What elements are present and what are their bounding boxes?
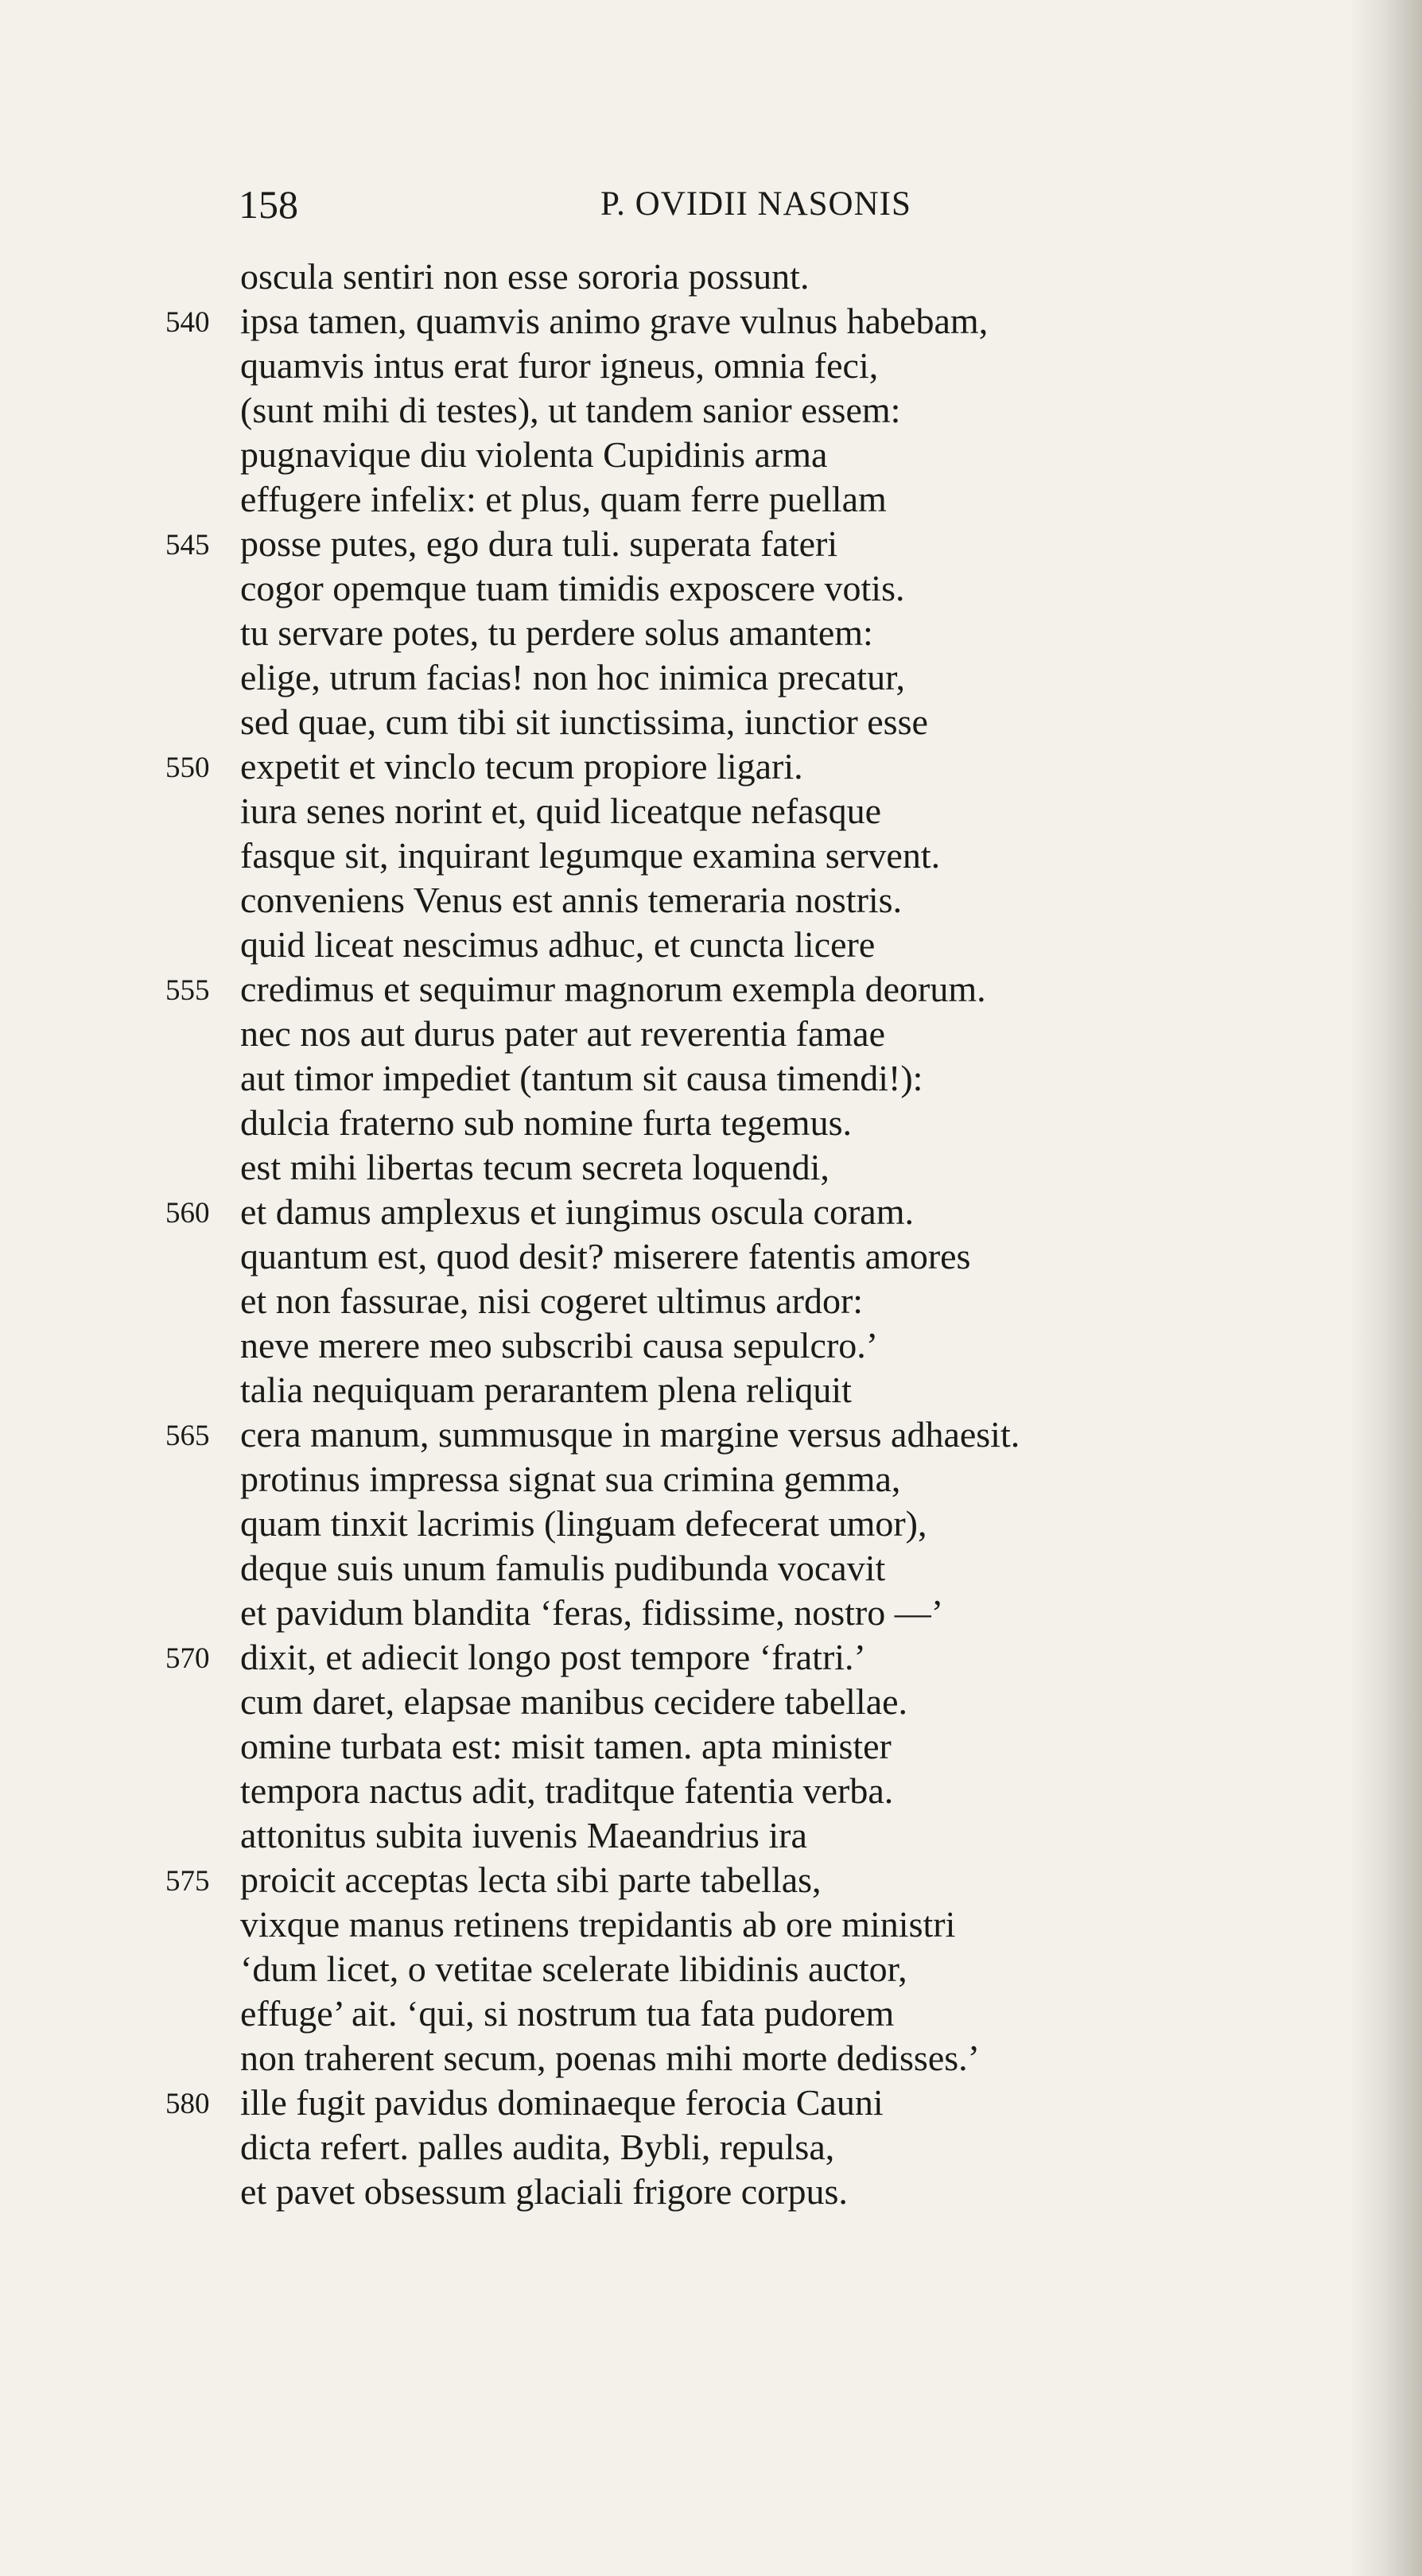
verse-line — [0, 566, 1352, 611]
line-text: quantum est, quod desit? miserere fatentis amores — [240, 1236, 971, 1276]
verse-line — [0, 1190, 1352, 1234]
line-text: oscula sentiri non esse sororia possunt. — [240, 256, 810, 297]
line-text: tempora nactus adit, traditque fatentia verba. — [240, 1770, 894, 1811]
line-text: elige, utrum facias! non hoc inimica precatur, — [240, 657, 906, 697]
verse-line — [0, 1680, 1352, 1724]
verse-line — [0, 522, 1352, 566]
verse-line — [0, 700, 1352, 744]
line-text: ille fugit pavidus dominaeque ferocia Cauni — [240, 2082, 884, 2123]
verse-line — [0, 433, 1352, 477]
running-title: P. OVIDII NASONIS — [600, 185, 911, 223]
verse-block — [0, 254, 1352, 2214]
verse-line — [0, 1813, 1352, 1858]
line-number: 545 — [165, 529, 210, 561]
verse-line — [0, 1902, 1352, 1947]
verse-line — [0, 1502, 1352, 1546]
line-text: credimus et sequimur magnorum exempla deorum. — [240, 969, 986, 1009]
line-text: tu servare potes, tu perdere solus amantem: — [240, 612, 873, 653]
line-text: est mihi libertas tecum secreta loquendi, — [240, 1147, 830, 1187]
verse-line — [0, 1858, 1352, 1902]
verse-line — [0, 254, 1352, 299]
line-text: cera manum, summusque in margine versus adhaesit. — [240, 1414, 1020, 1455]
line-text: cum daret, elapsae manibus cecidere tabellae. — [240, 1681, 908, 1722]
verse-line — [0, 1591, 1352, 1635]
page-number: 158 — [239, 182, 298, 227]
line-text: conveniens Venus est annis temeraria nostris. — [240, 880, 903, 920]
line-text: et pavet obsessum glaciali frigore corpus. — [240, 2171, 848, 2212]
page-header — [0, 177, 1422, 232]
line-text: quam tinxit lacrimis (linguam defecerat umor), — [240, 1503, 927, 1544]
line-text: quid liceat nescimus adhuc, et cuncta licere — [240, 924, 876, 965]
line-text: vixque manus retinens trepidantis ab ore ministri — [240, 1904, 956, 1945]
verse-line — [0, 344, 1352, 388]
verse-line — [0, 878, 1352, 923]
line-text: ‘dum licet, o vetitae scelerate libidinis auctor, — [240, 1949, 907, 1989]
line-text: talia nequiquam perarantem plena reliquit — [240, 1370, 852, 1410]
verse-line — [0, 923, 1352, 967]
verse-line — [0, 1546, 1352, 1591]
line-text: iura senes norint et, quid liceatque nefasque — [240, 791, 881, 831]
line-text: omine turbata est: misit tamen. apta minister — [240, 1726, 892, 1766]
line-text: posse putes, ego dura tuli. superata fateri — [240, 523, 838, 564]
line-text: effugere infelix: et plus, quam ferre puellam — [240, 479, 887, 519]
line-text: ipsa tamen, quamvis animo grave vulnus habebam, — [240, 301, 989, 341]
verse-line — [0, 1991, 1352, 2036]
line-text: cogor opemque tuam timidis exposcere votis. — [240, 568, 905, 608]
line-text: et damus amplexus et iungimus oscula coram. — [240, 1191, 914, 1232]
verse-line — [0, 1769, 1352, 1813]
line-text: nec nos aut durus pater aut reverentia famae — [240, 1013, 885, 1054]
line-text: fasque sit, inquirant legumque examina servent. — [240, 835, 941, 876]
line-text: attonitus subita iuvenis Maeandrius ira — [240, 1815, 807, 1855]
verse-line — [0, 744, 1352, 789]
verse-line — [0, 789, 1352, 833]
line-text: sed quae, cum tibi sit iunctissima, iunctior esse — [240, 701, 928, 742]
line-number: 565 — [165, 1420, 210, 1452]
verse-line — [0, 1323, 1352, 1368]
verse-line — [0, 1635, 1352, 1680]
line-number: 570 — [165, 1642, 210, 1675]
verse-line — [0, 2170, 1352, 2214]
line-text: effuge’ ait. ‘qui, si nostrum tua fata pudorem — [240, 1993, 895, 2034]
page-edge-shadow — [1349, 0, 1422, 2576]
verse-line — [0, 2036, 1352, 2081]
line-number: 575 — [165, 1865, 210, 1898]
line-text: neve merere meo subscribi causa sepulcro.’ — [240, 1325, 879, 1366]
line-text: expetit et vinclo tecum propiore ligari. — [240, 746, 803, 787]
line-text: quamvis intus erat furor igneus, omnia feci, — [240, 345, 879, 386]
verse-line — [0, 1368, 1352, 1412]
line-text: dixit, et adiecit longo post tempore ‘fratri.’ — [240, 1637, 866, 1677]
line-text: dicta refert. palles audita, Bybli, repulsa, — [240, 2127, 835, 2167]
verse-line — [0, 1279, 1352, 1323]
line-number: 550 — [165, 752, 210, 784]
verse-line — [0, 655, 1352, 700]
line-text: protinus impressa signat sua crimina gemma, — [240, 1459, 901, 1499]
verse-line — [0, 611, 1352, 655]
line-text: pugnavique diu violenta Cupidinis arma — [240, 434, 828, 475]
verse-line — [0, 967, 1352, 1012]
verse-line — [0, 477, 1352, 522]
verse-line — [0, 2081, 1352, 2125]
line-number: 580 — [165, 2088, 210, 2120]
line-number: 540 — [165, 306, 210, 339]
verse-line — [0, 1101, 1352, 1145]
line-text: deque suis unum famulis pudibunda vocavit — [240, 1548, 886, 1588]
line-text: proicit acceptas lecta sibi parte tabellas, — [240, 1859, 822, 1900]
line-text: (sunt mihi di testes), ut tandem sanior essem: — [240, 390, 901, 430]
verse-line — [0, 1457, 1352, 1502]
verse-line — [0, 1234, 1352, 1279]
line-text: et pavidum blandita ‘feras, fidissime, nostro —’ — [240, 1592, 944, 1633]
line-text: non traherent secum, poenas mihi morte dedisses.’ — [240, 2038, 980, 2078]
line-text: aut timor impediet (tantum sit causa timendi!): — [240, 1058, 923, 1098]
verse-line — [0, 299, 1352, 344]
verse-line — [0, 1012, 1352, 1056]
verse-line — [0, 2125, 1352, 2170]
line-number: 560 — [165, 1197, 210, 1230]
line-text: et non fassurae, nisi cogeret ultimus ardor: — [240, 1280, 864, 1321]
line-number: 555 — [165, 974, 210, 1007]
verse-line — [0, 1056, 1352, 1101]
verse-line — [0, 1145, 1352, 1190]
verse-line — [0, 1947, 1352, 1991]
line-text: dulcia fraterno sub nomine furta tegemus. — [240, 1102, 852, 1143]
verse-line — [0, 833, 1352, 878]
verse-line — [0, 1412, 1352, 1457]
verse-line — [0, 1724, 1352, 1769]
verse-line — [0, 388, 1352, 433]
